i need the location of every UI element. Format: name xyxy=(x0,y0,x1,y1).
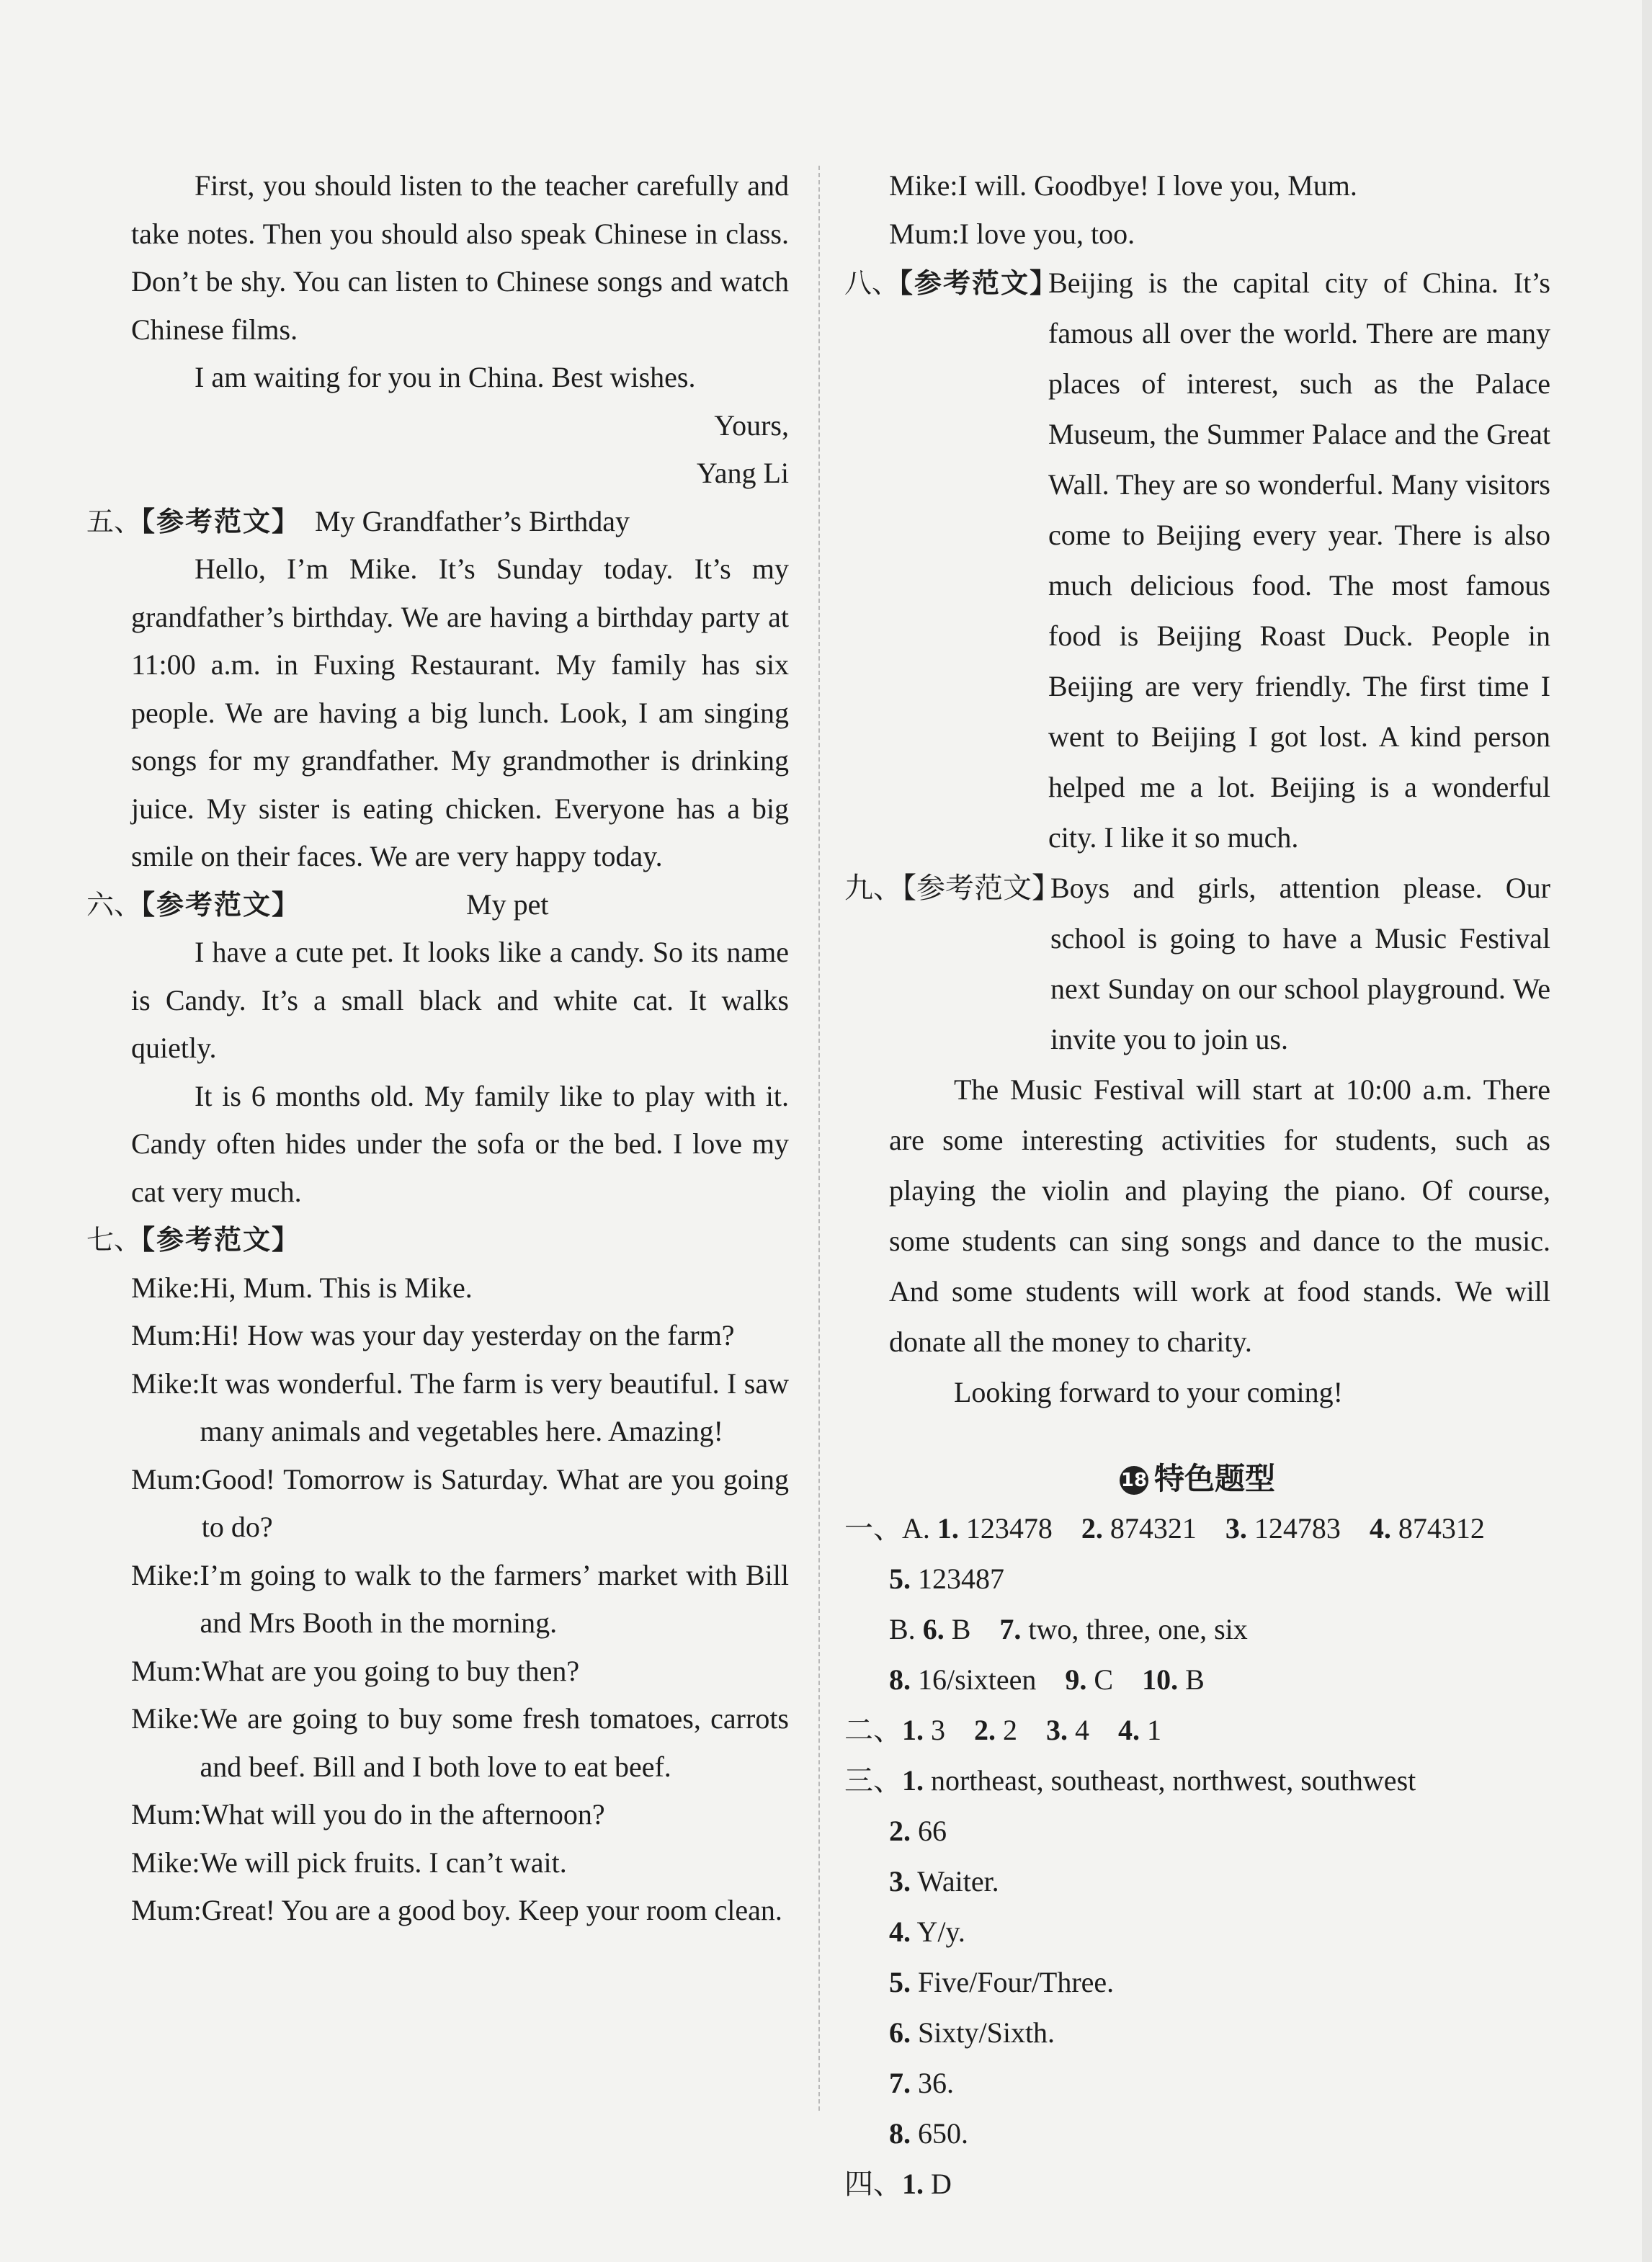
dialogue-line xyxy=(131,1695,789,1791)
section-title-text: 特色题型 xyxy=(1153,1461,1275,1496)
essay-title: My Grandfather’s Birthday xyxy=(315,504,630,537)
line-text: It was wonderful. The farm is very beautiful. I saw many animals and vegetables here. Amazing! xyxy=(200,1367,789,1447)
answer-q1-line-3 xyxy=(844,1604,1550,1655)
speaker: Mum: xyxy=(131,1319,202,1351)
answer-number: 3. xyxy=(889,1864,911,1897)
dialogue xyxy=(86,1264,789,1935)
essay-title: My pet xyxy=(466,888,549,921)
section-7-heading xyxy=(86,1216,789,1264)
line-text: What will you do in the afternoon? xyxy=(201,1798,605,1830)
answer-value: 123487 xyxy=(918,1562,1004,1595)
answer-number: 4. xyxy=(1369,1511,1391,1544)
unit-badge: 18 xyxy=(1120,1466,1148,1495)
answer-number: 6. xyxy=(922,1612,945,1645)
speaker: Mum: xyxy=(131,1894,202,1926)
essay-8-body: Beijing is the capital city of China. It’s famous all over the world. There are many places of interest, such as the Palace Museum, the Summer Palace and the Great Wall. They are so wonderful. Many visitors come to Beijing every year. There is also much delicious food. The most famous food is Beijing Roast Duck. People in Beijing are very friendly. The first time I went to Beijing I got lost. A kind person helped me a lot. Beijing is a wonderful city. I like it so much. xyxy=(1048,267,1550,854)
answer-q3-item-7 xyxy=(844,2058,1550,2109)
part-label: B. xyxy=(889,1612,916,1645)
answer-number: 6. xyxy=(889,2016,911,2049)
speaker: Mum: xyxy=(131,1798,202,1830)
speaker: Mike: xyxy=(131,1367,200,1400)
answer-q3-item-4 xyxy=(844,1907,1550,1957)
speaker: Mum: xyxy=(131,1654,202,1687)
line-text: I’m going to walk to the farmers’ market with Bill and Mrs Booth in the morning. xyxy=(200,1558,789,1639)
answer-number: 7. xyxy=(889,2066,911,2099)
answer-value: 16/sixteen xyxy=(918,1663,1037,1696)
line-text: Great! You are a good boy. Keep your room clean. xyxy=(201,1894,782,1926)
answer-q1-line-2 xyxy=(844,1554,1550,1604)
answer-value: 124783 xyxy=(1254,1511,1341,1544)
page-edge xyxy=(1642,0,1652,2262)
answer-q4 xyxy=(844,2159,1550,2209)
section-number: 八、 xyxy=(844,267,900,299)
answer-number: 8. xyxy=(889,2116,911,2150)
speaker: Mike: xyxy=(889,169,958,202)
answer-value: 123478 xyxy=(965,1511,1053,1544)
answer-value: 4 xyxy=(1075,1713,1089,1746)
answer-number: 2. xyxy=(1081,1511,1103,1544)
dialogue-line xyxy=(131,1648,789,1696)
answer-value: 1 xyxy=(1147,1713,1161,1746)
answer-value: 36. xyxy=(918,2066,954,2099)
answer-q3-item-5 xyxy=(844,1957,1550,2008)
answer-number: 2. xyxy=(889,1814,911,1847)
section-number: 五、 xyxy=(86,505,142,537)
answer-value: 2 xyxy=(1003,1713,1017,1746)
column-divider xyxy=(818,166,820,2111)
answer-number: 1. xyxy=(902,1713,924,1746)
line-text: Good! Tomorrow is Saturday. What are you going to do? xyxy=(201,1462,789,1543)
reference-tag: 【参考范文】 xyxy=(899,267,1059,299)
dialogue-continued xyxy=(844,162,1550,258)
question-number: 三、 xyxy=(844,1763,902,1797)
answer-number: 4. xyxy=(1118,1713,1140,1746)
letter-closing: Yours, xyxy=(714,408,789,442)
answer-q3-item-3 xyxy=(844,1856,1550,1907)
answer-number: 1. xyxy=(902,2167,924,2200)
line-text: Hi! How was your day yesterday on the farm? xyxy=(201,1319,735,1351)
speaker: Mike: xyxy=(131,1846,200,1879)
essay-8-text xyxy=(1048,258,1550,863)
speaker: Mike: xyxy=(131,1558,200,1591)
essay-9-paragraph-3: Looking forward to your coming! xyxy=(954,1376,1343,1408)
section-number: 七、 xyxy=(86,1224,142,1256)
answer-value: 874321 xyxy=(1109,1511,1197,1544)
answer-value: B xyxy=(1185,1663,1205,1696)
essay-5-paragraph: Hello, I’m Mike. It’s Sunday today. It’s my grandfather’s birthday. We are having a birthday party at 11:00 a.m. in Fuxing Restaurant. My family has six people. We are having a big lunch. Look, I am singing songs for my grandfather. My grandmother is drinking juice. My sister is eating chicken. Everyone has a big smile on their faces. We are very happy today. xyxy=(131,553,789,872)
reference-tag: 【参考范文】 xyxy=(141,888,301,921)
section-5-heading xyxy=(86,498,789,546)
reference-tag: 【参考范文】 xyxy=(141,1224,301,1256)
answer-q3-item-2 xyxy=(844,1806,1550,1856)
answer-q1-line-1 xyxy=(844,1503,1550,1554)
answer-number: 1. xyxy=(937,1511,959,1544)
section-title xyxy=(844,1455,1550,1503)
dialogue-line xyxy=(131,1360,789,1456)
answer-value: 3 xyxy=(931,1713,945,1746)
section-8-heading xyxy=(844,258,1058,863)
left-column xyxy=(86,162,789,1935)
answer-q3-item-1 xyxy=(844,1756,1550,1806)
answer-number: 2. xyxy=(974,1713,996,1746)
answer-number: 3. xyxy=(1046,1713,1068,1746)
dialogue-line xyxy=(131,1264,789,1313)
essay-6-paragraph-2: It is 6 months old. My family like to play with it. Candy often hides under the sofa or the bed. I love my cat very much. xyxy=(131,1079,789,1208)
answer-value: Y/y. xyxy=(916,1915,965,1948)
letter-signature: Yang Li xyxy=(696,457,789,489)
dialogue-line xyxy=(131,1456,789,1552)
answer-q2 xyxy=(844,1705,1550,1756)
answer-number: 7. xyxy=(999,1612,1022,1645)
dialogue-line xyxy=(131,1552,789,1648)
answer-value: Five/Four/Three. xyxy=(918,1965,1115,1998)
answer-value: 874312 xyxy=(1398,1511,1485,1544)
line-text: We are going to buy some fresh tomatoes, carrots and beef. Bill and I both love to eat beef. xyxy=(200,1702,789,1783)
question-number: 一、 xyxy=(844,1511,902,1545)
answer-value: 66 xyxy=(918,1814,947,1847)
answer-number: 4. xyxy=(889,1915,911,1948)
essay-9-paragraph-1: Boys and girls, attention please. Our school is going to have a Music Festival next Sunday on our school playground. We invite you to join us. xyxy=(1050,872,1550,1055)
answer-number: 9. xyxy=(1065,1663,1087,1696)
question-number: 四、 xyxy=(844,2167,902,2201)
reference-tag: 【参考范文】 xyxy=(141,505,301,537)
answer-value: D xyxy=(931,2167,952,2200)
dialogue-line xyxy=(131,1312,789,1360)
speaker: Mum: xyxy=(131,1462,202,1496)
answer-number: 3. xyxy=(1225,1511,1247,1544)
answer-number: 5. xyxy=(889,1562,911,1595)
answers xyxy=(844,1503,1550,2209)
section-8 xyxy=(844,258,1550,863)
answer-number: 10. xyxy=(1142,1663,1179,1696)
question-number: 二、 xyxy=(844,1713,902,1747)
speaker: Mike: xyxy=(131,1271,200,1304)
answer-value: C xyxy=(1094,1663,1114,1696)
answer-value: B xyxy=(951,1612,971,1645)
dialogue-line xyxy=(131,1887,789,1935)
section-6-heading xyxy=(86,881,789,929)
essay-6-paragraph-1: I have a cute pet. It looks like a candy. So its name is Candy. It’s a small black and white cat. It walks quietly. xyxy=(131,936,789,1064)
section-number: 九、 xyxy=(844,872,902,904)
dialogue-line xyxy=(889,210,1550,259)
answer-value: 650. xyxy=(918,2116,968,2150)
essay-9-paragraph-2: The Music Festival will start at 10:00 a.m. There are some interesting activities for students, such as playing the violin and playing the piano. Of course, some students can sing songs and dance to the music. And some students will work at food stands. We will donate all the money to charity. xyxy=(889,1073,1550,1358)
line-text: I will. Goodbye! I love you, Mum. xyxy=(957,169,1357,202)
reference-tag: 【参考范文】 xyxy=(902,872,1061,904)
answer-value: Sixty/Sixth. xyxy=(918,2016,1055,2049)
answer-q1-line-4 xyxy=(844,1655,1550,1705)
answer-value: northeast, southeast, northwest, southwest xyxy=(931,1763,1416,1797)
speaker: Mike: xyxy=(131,1702,200,1735)
right-column xyxy=(844,162,1550,2209)
line-text: I love you, too. xyxy=(959,217,1135,250)
part-label: A. xyxy=(902,1511,930,1544)
line-text: We will pick fruits. I can’t wait. xyxy=(200,1846,567,1879)
line-text: Hi, Mum. This is Mike. xyxy=(200,1271,473,1304)
section-9 xyxy=(844,863,1550,1065)
dialogue-line xyxy=(131,1791,789,1839)
answer-value: Waiter. xyxy=(917,1864,999,1897)
answer-q3-item-6 xyxy=(844,2008,1550,2058)
answer-number: 1. xyxy=(902,1763,924,1797)
dialogue-line xyxy=(889,162,1550,210)
letter-paragraph-2: I am waiting for you in China. Best wishes. xyxy=(195,361,696,393)
speaker: Mum: xyxy=(889,217,960,250)
answer-number: 8. xyxy=(889,1663,911,1696)
answer-q3-item-8 xyxy=(844,2109,1550,2159)
line-text: What are you going to buy then? xyxy=(201,1654,580,1687)
section-9-heading xyxy=(844,863,1061,1065)
dialogue-line xyxy=(131,1839,789,1887)
answer-value: two, three, one, six xyxy=(1028,1612,1248,1645)
section-number: 六、 xyxy=(86,888,142,921)
answer-number: 5. xyxy=(889,1965,911,1998)
letter-paragraph-1: First, you should listen to the teacher carefully and take notes. Then you should also speak Chinese in class. Don’t be shy. You can listen to Chinese songs and watch Chinese films. xyxy=(131,169,789,346)
